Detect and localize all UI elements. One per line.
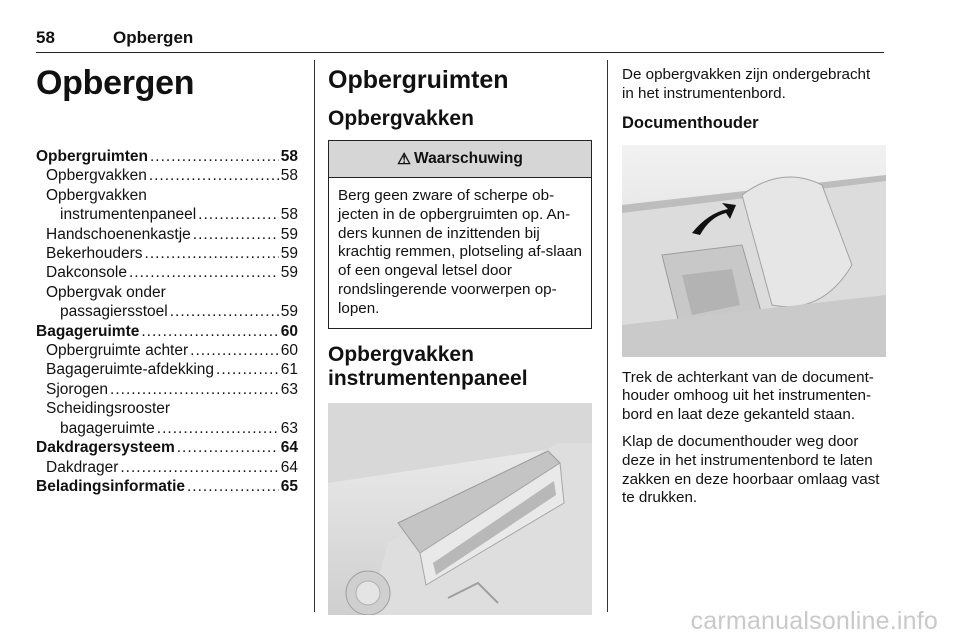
toc-entry-page: 63 (280, 380, 298, 398)
toc-entry[interactable] (36, 302, 298, 321)
toc-leader-dots (216, 360, 279, 379)
section-heading: Opbergruimten (328, 66, 509, 94)
toc-leader-dots (193, 225, 279, 244)
toc-entry[interactable] (36, 341, 298, 360)
toc-leader-dots (149, 166, 279, 185)
toc-leader-dots (170, 302, 279, 321)
toc-entry-title: Bagageruimte-afdekking (46, 361, 215, 379)
toc-entry[interactable] (36, 477, 298, 496)
toc-entry-title: passagiersstoel (60, 303, 168, 321)
toc-entry-page: 63 (280, 419, 298, 437)
toc-entry-title: Sjorogen (46, 380, 109, 398)
toc-entry-title: Opbergvakken (46, 186, 147, 204)
toc-leader-dots (110, 380, 279, 399)
toc-leader-dots (198, 205, 279, 224)
toc-entry-page: 61 (280, 361, 298, 379)
intro-paragraph: De opbergvakken zijn ondergebracht in het instrumentenbord. (622, 66, 871, 102)
warning-header (329, 141, 591, 178)
dashboard-storage-drawing (328, 403, 592, 615)
toc-leader-dots (120, 458, 278, 477)
toc-leader-dots (190, 341, 279, 360)
toc-entry-page: 58 (280, 206, 298, 224)
header-title: Opbergen (113, 28, 194, 47)
content-column-2 (328, 62, 592, 615)
toc-entry[interactable] (36, 283, 298, 302)
toc-entry-page: 60 (280, 322, 298, 340)
toc-entry-title: Dakconsole (46, 264, 127, 282)
watermark: carmanualsonline.info (690, 607, 938, 635)
instruction-paragraph-1: Trek de achterkant van de document-houder omhoog uit het instrumenten-bord en laat deze gekanteld staan. (622, 368, 874, 424)
toc-entry-title: Beladingsinformatie (36, 477, 185, 495)
toc-entry-page: 60 (280, 342, 298, 360)
toc-entry[interactable] (36, 419, 298, 438)
document-holder-drawing (622, 145, 886, 357)
toc-entry[interactable] (36, 438, 298, 457)
toc-entry-page: 64 (280, 439, 298, 457)
toc-entry-title: Scheidingsrooster (46, 400, 171, 418)
warning-triangle-icon: ⚠ (397, 150, 412, 168)
page-header (36, 26, 884, 53)
toc-leader-dots (129, 263, 279, 282)
dashboard-storage-illustration (328, 403, 592, 615)
toc-leader-dots (157, 419, 279, 438)
toc-entry[interactable] (36, 322, 298, 341)
document-holder-illustration (622, 145, 886, 357)
toc-leader-dots (145, 244, 279, 263)
page-number: 58 (36, 28, 55, 47)
toc-entry-title: Bagageruimte (36, 322, 140, 340)
toc-column (36, 62, 298, 496)
column-divider (314, 60, 315, 612)
toc-entry[interactable] (36, 263, 298, 282)
document-holder-heading: Documenthouder (622, 113, 759, 132)
toc-entry[interactable] (36, 147, 298, 166)
toc-leader-dots (150, 147, 279, 166)
toc-entry[interactable] (36, 225, 298, 244)
chapter-title: Opbergen (36, 64, 195, 102)
toc-entry-page: 59 (280, 303, 298, 321)
toc-entry-page: 59 (280, 225, 298, 243)
toc-entry-title: instrumentenpaneel (60, 206, 197, 224)
toc-entry[interactable] (36, 166, 298, 185)
toc-entry-page: 64 (280, 458, 298, 476)
toc-entry[interactable] (36, 186, 298, 205)
table-of-contents (36, 147, 298, 496)
warning-box (328, 140, 592, 329)
toc-entry[interactable] (36, 458, 298, 477)
toc-entry-title: Opbergruimte achter (46, 342, 189, 360)
toc-entry[interactable] (36, 205, 298, 224)
toc-entry-title: Opbergruimten (36, 148, 148, 165)
toc-entry-page: 65 (280, 477, 298, 495)
toc-entry[interactable] (36, 399, 298, 418)
content-column-3 (622, 62, 886, 516)
toc-entry-title: Dakdragersysteem (36, 439, 175, 457)
toc-entry[interactable] (36, 244, 298, 263)
toc-entry-title: Bekerhouders (46, 245, 143, 263)
instruction-paragraph-2: Klap de documenthouder weg door deze in het instrumentenbord te laten zakken en deze hoorbaar omlaag vast te drukken. (622, 432, 880, 507)
toc-leader-dots (141, 322, 278, 341)
toc-leader-dots (177, 438, 279, 457)
toc-entry-title: bagageruimte (60, 419, 155, 437)
toc-entry[interactable] (36, 380, 298, 399)
toc-entry-title: Handschoenenkastje (46, 225, 191, 243)
toc-entry-page: 58 (280, 167, 298, 185)
section-heading-dashboard: Opbergvakken instrumentenpaneel (328, 342, 528, 390)
toc-entry-page: 59 (280, 264, 298, 282)
toc-entry-title: Dakdrager (46, 458, 119, 476)
column-divider (607, 60, 608, 612)
warning-title: Waarschuwing (414, 150, 523, 167)
toc-leader-dots (187, 477, 279, 496)
subsection-heading: Opbergvakken (328, 107, 474, 130)
toc-entry-title: Opbergvak onder (46, 283, 166, 301)
toc-entry[interactable] (36, 360, 298, 379)
warning-body: Berg geen zware of scherpe ob-jecten in de opbergruimten op. An-ders kunnen de inzittenden bij krachtig remmen, plotseling af-slaan of een ongeval letsel door rondslingerende voorwerpen op-lopen. (338, 187, 582, 317)
toc-entry-page: 58 (280, 148, 298, 165)
toc-entry-title: Opbergvakken (46, 167, 147, 185)
toc-entry-page: 59 (280, 245, 298, 263)
